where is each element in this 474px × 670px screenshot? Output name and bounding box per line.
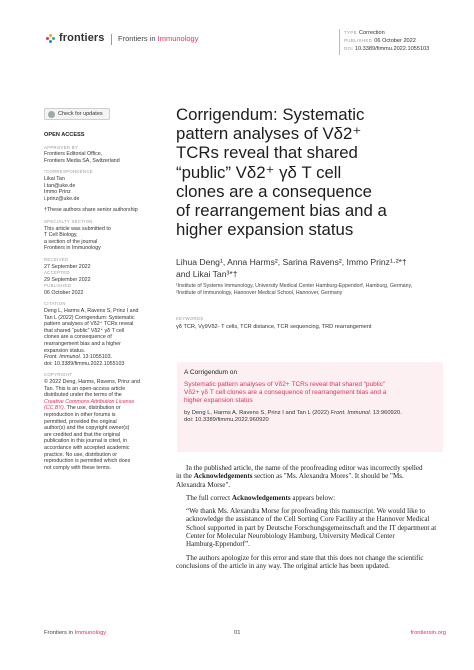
meta-type-label: TYPE [344, 30, 357, 35]
published-label: PUBLISHED [44, 283, 72, 289]
open-access-label: OPEN ACCESS [44, 132, 85, 138]
copyright-line: The use, distribution or [65, 405, 121, 412]
cc-license-link[interactable]: Creative Commons Attribution License [44, 398, 135, 405]
original-citation-authors: by Deng L, Harms A, Ravens S, Prinz I and Tan L (2022) [184, 410, 331, 416]
body-line: Center for Molecular Neurobiology Hamburg, University Medical Center [186, 532, 395, 541]
copyright-line: reproduction in other forums is [44, 411, 116, 418]
affiliation: ¹Institute of Systems Immunology, University Medical Center Hamburg-Eppendorf, Hamburg, Germany, [176, 283, 413, 289]
original-citation-doi[interactable]: doi: 10.3389/fimmu.2022.960920 [184, 417, 269, 424]
footer-journal-accent: Immunology [74, 630, 107, 636]
title-line: “public” Vδ2⁺ γδ T cell [176, 162, 342, 182]
copyright-line: accordance with accepted academic [44, 444, 130, 451]
body-line: conclusions of the article in any way. The original article has been updated. [176, 561, 390, 570]
accepted-label: ACCEPTED [44, 270, 70, 276]
keywords-label: KEYWORDS [176, 316, 204, 321]
received-date: 27 September 2022 [44, 263, 91, 270]
specialty-line: a section of the journal [44, 238, 98, 245]
correspondence-block [44, 169, 162, 202]
journal-accent: Immunology [157, 34, 199, 43]
original-citation-volume: 13:960920. [371, 410, 402, 416]
approved-block [44, 145, 162, 165]
citation-doi[interactable]: doi: 10.3389/fimmu.2022.1055103 [44, 360, 125, 367]
specialty-line: Frontiers in Immunology [44, 245, 101, 252]
copyright-line: not comply with these terms. [44, 464, 112, 471]
specialty-line: This article was submitted to [44, 225, 111, 232]
original-article-line[interactable]: Systematic pattern analyses of Vδ2+ TCRs reveal that shared “public” [184, 381, 386, 388]
received-label: RECEIVED [44, 256, 69, 262]
citation-line: pattern analyses of Vδ2⁺ TCRs reveal [44, 321, 134, 328]
header-divider [111, 34, 112, 45]
body-line: “We thank Ms. Alexandra Morse for proofreading this manuscript. We would like to [186, 507, 426, 516]
title-line: pattern analyses of Vδ2⁺ [176, 124, 362, 144]
frontiers-logo-text: frontiers [59, 32, 105, 44]
article-meta [344, 29, 429, 53]
meta-doi-label: DOI [344, 46, 353, 51]
citation-line: clones are a consequence of [44, 334, 112, 341]
body-text: appears below: [290, 493, 336, 502]
body-line: acknowledge the assistance of the Cell Sorting Core Facility at the Hannover Medical [186, 515, 430, 524]
meta-published-label: PUBLISHED [344, 38, 373, 43]
specialty-line: T Cell Biology, [44, 232, 78, 239]
citation-line: Deng L, Harms A, Ravens S, Prinz I and [44, 308, 139, 315]
copyright-line: © 2022 Deng, Harms, Ravens, Prinz and [44, 379, 141, 385]
citation-line: that shared “public” Vδ2⁺ γδ T cell [44, 327, 125, 334]
copyright-line: publication in this journal is cited, in [44, 438, 128, 445]
meta-doi-value[interactable]: 10.3389/fimmu.2022.1055103 [354, 46, 430, 52]
correspondent-name: Immo Prinz [44, 189, 71, 196]
frontiers-logo-icon [46, 34, 58, 44]
specialty-label: SPECIALTY SECTION [44, 218, 93, 224]
specialty-block [44, 219, 162, 252]
meta-type-value: Correction [358, 30, 385, 36]
copyright-label: COPYRIGHT [44, 372, 73, 378]
journal-name[interactable] [118, 34, 198, 43]
affiliation: ²Institute of Immunology, Hannover Medical School, Hannover, Germany [176, 290, 343, 296]
copyright-line: permitted, provided the original [44, 418, 117, 425]
correspondent-name: Likai Tan [44, 175, 65, 182]
citation-line: rearrangement bias and a higher [44, 341, 121, 348]
meta-published-value: 06 October 2022 [374, 38, 416, 44]
senior-author-note: †These authors share senior authorship [44, 207, 138, 214]
body-line: Alexandra Morse". [176, 480, 231, 489]
title-line: TCRs reveal that shared [176, 143, 358, 163]
correspondent-email[interactable]: l.tan@uke.de [44, 182, 76, 189]
title-line: higher expansion status [176, 220, 354, 240]
check-for-updates-button[interactable] [44, 108, 110, 120]
accepted-date: 29 September 2022 [44, 276, 91, 283]
article-body [176, 464, 446, 575]
updates-icon [48, 111, 55, 118]
article-sidebar [44, 132, 162, 476]
citation-volume: 13:1055103. [81, 354, 113, 361]
approved-line: Frontiers Media SA, Switzerland [44, 157, 120, 164]
paragraph [176, 464, 446, 489]
copyright-line: practice. No use, distribution or [44, 451, 118, 458]
title-line: of rearrangement bias and a [176, 201, 387, 221]
paragraph [176, 494, 446, 502]
correspondent-email[interactable]: i.prinz@uke.de [44, 195, 80, 202]
citation-line: Tan L (2022) Corrigendum: Systematic [44, 314, 135, 321]
footer-journal-prefix: Frontiers in [44, 630, 73, 636]
copyright-line: author(s) and the copyright owner(s) [44, 425, 130, 432]
article-title [176, 105, 446, 239]
citation-journal: Front. Immunol. [44, 354, 82, 361]
quoted-acknowledgements [176, 507, 446, 548]
author-list [176, 257, 446, 280]
citation-block [44, 301, 162, 367]
cc-by-link[interactable]: (CC BY). [44, 405, 66, 412]
body-line: School supported in part by Deutsche Forschungsgemeinschaft and the IT department at [186, 523, 437, 532]
copyright-line: reproduction is permitted which does [44, 458, 131, 465]
check-for-updates-label: Check for updates [58, 111, 103, 117]
page-number: 01 [234, 630, 241, 636]
citation-line: expansion status. [44, 347, 86, 354]
body-text: in the [176, 472, 194, 481]
approved-label: APPROVED BY [44, 144, 79, 150]
original-citation [184, 410, 436, 425]
footer-site-link[interactable]: frontiersin.org [410, 630, 446, 636]
keywords: γδ TCR, Vγ9Vδ2- T cells, TCR distance, TCR sequencing, TRD rearrangement [176, 324, 372, 330]
footer-journal[interactable] [44, 630, 106, 636]
original-article-line[interactable]: higher expansion status [184, 397, 253, 404]
body-bold: Acknowledgements [231, 493, 291, 502]
copyright-block [44, 372, 162, 471]
original-article-line[interactable]: Vδ2+ γδ T cell clones are a consequence of rearrangement bias and a [184, 389, 387, 396]
citation-label: CITATION [44, 301, 66, 307]
body-line: Hamburg-Eppendorf”. [186, 540, 250, 549]
body-bold: Acknowledgements [193, 472, 253, 481]
copyright-line: are credited and that the original [44, 431, 120, 438]
body-line: In the published article, the name of the proofreading editor was incorrectly spelled [186, 464, 423, 472]
body-text: section as "Ms. Alexandra Mores". It should be "Ms. [252, 472, 404, 481]
affiliations [176, 283, 446, 297]
approved-line: Frontiers Editorial Office, [44, 151, 103, 158]
dates-block [44, 257, 162, 297]
original-article-link[interactable] [184, 381, 436, 405]
title-line: clones are a consequence [176, 181, 372, 201]
authors-line[interactable]: and Likai Tan³*† [176, 268, 238, 279]
body-line: The authors apologize for this error and state that this does not change the scientific [186, 553, 424, 562]
correspondence-label: *CORRESPONDENCE [44, 169, 93, 175]
copyright-line: distributed under the terms of the [44, 392, 122, 399]
journal-prefix: Frontiers in [118, 34, 156, 43]
corrigendum-box [177, 362, 443, 452]
corrigendum-box-title: A Corrigendum on [184, 369, 238, 376]
authors-line[interactable]: Lihua Deng¹, Anna Harms², Sarina Ravens², Immo Prinz¹·²*† [176, 257, 407, 267]
title-line: Corrigendum: Systematic [176, 105, 365, 124]
body-text: The full correct [186, 493, 232, 502]
original-citation-journal: Front. Immunol. [330, 410, 372, 416]
copyright-line: Tan. This is an open-access article [44, 385, 126, 392]
paragraph [176, 554, 446, 571]
published-date: 06 October 2022 [44, 289, 84, 296]
